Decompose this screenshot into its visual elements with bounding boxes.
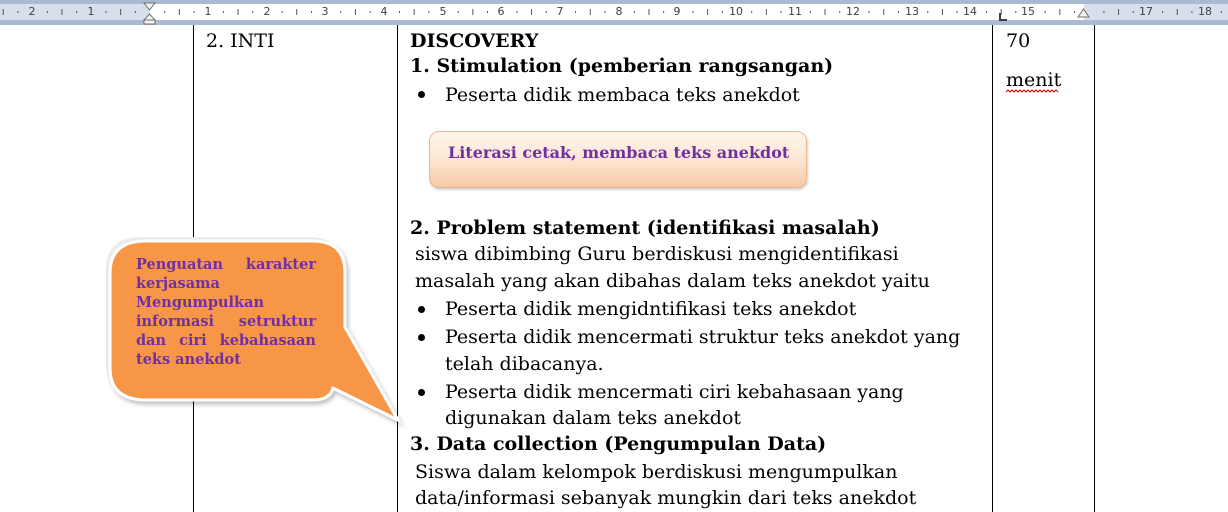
callout-word: ciri [179,332,207,349]
ruler-number: 10 [729,5,743,18]
ruler-number: 13 [905,5,919,18]
problem-bullet: Peserta didik mencermati ciri kebahasaan yang [445,381,904,403]
callout-word: Penguatan [136,256,223,273]
ruler-number: 12 [846,5,860,18]
stimulation-title: 1. Stimulation (pemberian rangsangan) [410,55,834,77]
problem-bullet: Peserta didik mencermati struktur teks anekdot yang [445,326,961,348]
data-collection-title: 3. Data collection (Pengumpulan Data) [410,433,827,455]
time-unit: menit [1006,69,1062,91]
ruler-number: 9 [673,5,681,18]
ruler-number: 3 [321,5,329,18]
discovery-heading: DISCOVERY [410,30,539,52]
data-paragraph-line: data/informasi sebanyak mungkin dari teks anekdot [415,487,917,509]
ruler-number: 1 [87,5,95,18]
callout-word: karakter [245,256,316,273]
ruler-number: 1 [204,5,212,18]
problem-bullet-continued: digunakan dalam teks anekdot [445,407,742,429]
callout-line: Mengumpulkan [136,294,265,311]
ruler-number: 5 [439,5,447,18]
problem-statement-title: 2. Problem statement (identifikasi masalah) [410,217,880,239]
callout-word: kebahasaan [219,332,316,349]
callout-line: kerjasama [136,275,220,292]
callout-word: informasi [136,313,215,330]
problem-paragraph-line: siswa dibimbing Guru berdiskusi mengidentifikasi [415,243,899,265]
callout-word: setruktur [238,313,316,330]
callout-text [136,255,316,369]
ruler-number: 2 [28,5,36,18]
ruler-number: 7 [556,5,564,18]
ruler-number: 8 [615,5,623,18]
ruler-number: 14 [963,5,977,18]
problem-bullet: Peserta didik mengidntifikasi teks anekdot [445,298,857,320]
problem-bullet-continued: telah dibacanya. [445,353,604,375]
ruler-number: 18 [1198,5,1212,18]
problem-paragraph-line: masalah yang akan dibahas dalam teks anekdot yaitu [415,270,930,292]
stimulation-bullet: Peserta didik membaca teks anekdot [445,84,800,106]
ruler-number: 11 [788,5,802,18]
ruler-number: 4 [380,5,388,18]
literasi-text: Literasi cetak, membaca teks anekdot [448,143,790,162]
ruler-number: 2 [263,5,271,18]
callout-line: teks anekdot [136,351,241,368]
section-label: 2. INTI [206,30,275,52]
data-paragraph-line: Siswa dalam kelompok berdiskusi mengumpulkan [415,461,898,483]
callout-word: dan [136,332,167,349]
ruler-number: 17 [1139,5,1153,18]
time-value: 70 [1006,30,1031,52]
ruler-number: 6 [497,5,505,18]
ruler-number: 15 [1021,5,1035,18]
